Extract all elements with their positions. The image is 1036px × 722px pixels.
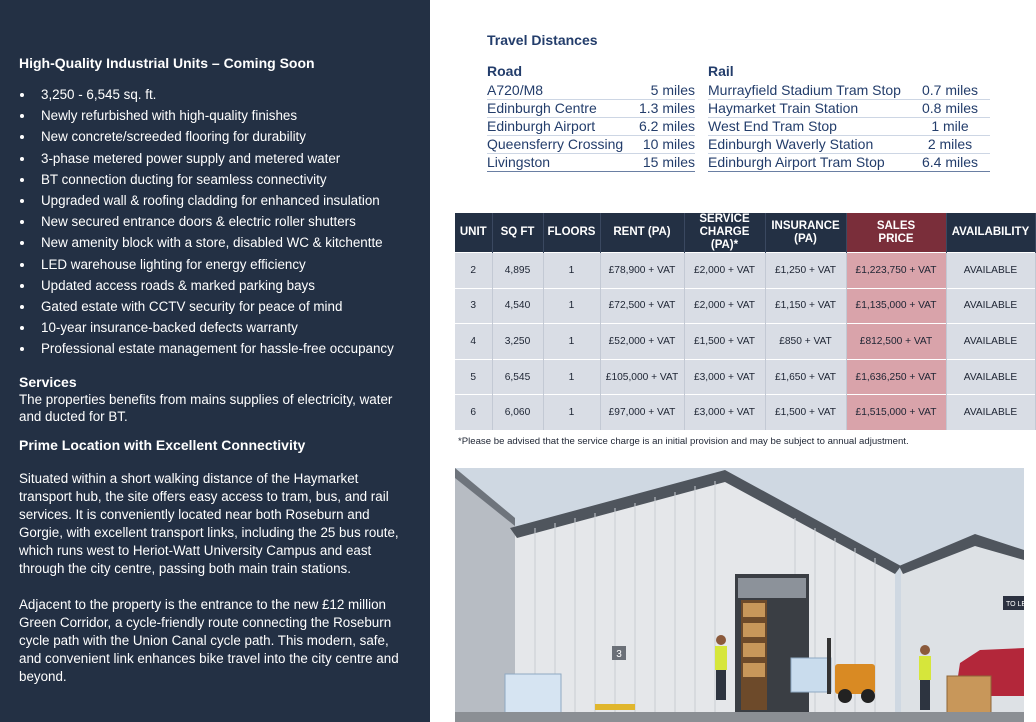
distance: 2 miles	[927, 136, 973, 152]
cell-service: £3,000 + VAT	[684, 359, 765, 395]
list-item: New amenity block with a store, disabled WC & kitchentte	[19, 232, 410, 253]
location-heading: Prime Location with Excellent Connectivity	[19, 436, 306, 453]
header-availability: AVAILABILITY	[946, 213, 1035, 253]
cell-floors: 1	[543, 395, 600, 431]
cell-sales: £1,515,000 + VAT	[846, 395, 946, 431]
list-item: Professional estate management for hassle-free occupancy	[19, 338, 410, 359]
forklift-mast	[827, 638, 831, 694]
travel-heading: Travel Distances	[487, 32, 598, 48]
cell-unit: 5	[455, 359, 492, 395]
cell-sales: £1,223,750 + VAT	[846, 253, 946, 289]
place: Haymarket Train Station	[708, 100, 859, 116]
cell-unit: 3	[455, 288, 492, 324]
cell-floors: 1	[543, 253, 600, 289]
list-item	[708, 118, 990, 136]
cell-rent: £78,900 + VAT	[600, 253, 684, 289]
features-list	[19, 84, 410, 360]
worker-legs	[716, 670, 726, 700]
cell-insurance: £1,650 + VAT	[765, 359, 846, 395]
cell-service: £1,500 + VAT	[684, 324, 765, 360]
worker-legs	[920, 680, 930, 710]
list-item	[487, 100, 695, 118]
cell-insurance: £1,500 + VAT	[765, 395, 846, 431]
list-item: 3,250 - 6,545 sq. ft.	[19, 84, 410, 105]
list-item: Upgraded wall & roofing cladding for enhanced insulation	[19, 190, 410, 211]
rail-heading: Rail	[708, 63, 734, 79]
box	[743, 623, 765, 637]
to-let-sign-text: TO LE	[1006, 601, 1027, 608]
worker-head	[716, 635, 726, 645]
table-row	[455, 395, 1035, 431]
place: Livingston	[487, 154, 551, 170]
cell-unit: 4	[455, 324, 492, 360]
distance: 1.3 miles	[638, 100, 695, 116]
header-line: INSURANCE	[771, 219, 840, 232]
cell-service: £2,000 + VAT	[684, 288, 765, 324]
services-text: The properties benefits from mains supplies of electricity, water and ducted for BT.	[19, 391, 393, 424]
units-table	[455, 213, 1036, 430]
cell-availability: AVAILABLE	[946, 359, 1035, 395]
header-insurance	[765, 213, 846, 253]
header-line: PRICE	[878, 232, 914, 245]
table-row	[455, 359, 1035, 395]
list-item: 10-year insurance-backed defects warranty	[19, 317, 410, 338]
list-item: BT connection ducting for seamless connectivity	[19, 169, 410, 190]
cell-rent: £97,000 + VAT	[600, 395, 684, 431]
place: Edinburgh Airport	[487, 118, 596, 134]
cell-availability: AVAILABLE	[946, 288, 1035, 324]
distance: 0.8 miles	[921, 100, 979, 116]
roller-shutter	[738, 578, 806, 598]
place: A720/M8	[487, 82, 544, 98]
header-service-charge	[684, 213, 765, 253]
list-item	[708, 100, 990, 118]
location-paragraph-2: Adjacent to the property is the entrance to the new £12 million Green Corridor, a cycle-friendly route connecting the Roseburn cycle path with the Union Canal cycle path. This modern, safe, and convenient link enhances bike travel into the city centre and beyond.	[19, 596, 399, 684]
ground	[455, 712, 1024, 722]
distance: 15 miles	[642, 154, 695, 170]
header-sqft: SQ FT	[492, 213, 543, 253]
header-line: CHARGE (PA)*	[699, 226, 750, 251]
list-item: LED warehouse lighting for energy efficiency	[19, 254, 410, 275]
cell-availability: AVAILABLE	[946, 395, 1035, 431]
worker	[919, 656, 931, 680]
location-paragraph-1: Situated within a short walking distance of the Haymarket transport hub, the site offers easy access to tram, bus, and rail services. It is conveniently located near both Roseburn and Gorgie, with excellent transport links, including the 25 bus route, which runs west to Heriot-Watt University Campus and east through the city centre, passing both main train stations.	[19, 470, 399, 576]
cell-service: £3,000 + VAT	[684, 395, 765, 431]
list-item	[708, 136, 990, 154]
travel-distances	[487, 32, 997, 170]
cell-rent: £52,000 + VAT	[600, 324, 684, 360]
cell-floors: 1	[543, 359, 600, 395]
features-heading: High-Quality Industrial Units – Coming Soon	[19, 55, 315, 71]
table-header-row	[455, 213, 1035, 253]
place: West End Tram Stop	[708, 118, 837, 134]
box	[743, 663, 765, 677]
left-panel	[0, 0, 430, 722]
distance: 10 miles	[642, 136, 695, 152]
list-item: New secured entrance doors & electric roller shutters	[19, 211, 410, 232]
list-item	[708, 154, 990, 172]
list-item	[487, 136, 695, 154]
table-row	[455, 288, 1035, 324]
cell-insurance: £1,150 + VAT	[765, 288, 846, 324]
cell-insurance: £850 + VAT	[765, 324, 846, 360]
cell-sales: £812,500 + VAT	[846, 324, 946, 360]
place: Edinburgh Waverly Station	[708, 136, 874, 152]
cell-sqft: 4,895	[492, 253, 543, 289]
header-floors: FLOORS	[543, 213, 600, 253]
box-pallet	[947, 676, 991, 716]
worker-head	[920, 645, 930, 655]
cell-sales: £1,636,250 + VAT	[846, 359, 946, 395]
distance: 5 miles	[650, 82, 695, 98]
services-heading: Services	[19, 373, 77, 390]
place: Queensferry Crossing	[487, 136, 624, 152]
cell-availability: AVAILABLE	[946, 253, 1035, 289]
rail-column	[708, 62, 990, 172]
units-table-wrapper	[455, 213, 1030, 430]
distance: 6.4 miles	[921, 154, 979, 170]
cell-sqft: 4,540	[492, 288, 543, 324]
header-rent: RENT (PA)	[600, 213, 684, 253]
box	[743, 603, 765, 617]
table-row	[455, 324, 1035, 360]
list-item: New concrete/screeded flooring for durability	[19, 126, 410, 147]
cell-sqft: 6,060	[492, 395, 543, 431]
table-row	[455, 253, 1035, 289]
pallet-truck	[595, 704, 635, 710]
place: Murrayfield Stadium Tram Stop	[708, 82, 901, 98]
cell-floors: 1	[543, 288, 600, 324]
place: Edinburgh Centre	[487, 100, 597, 116]
service-charge-note: *Please be advised that the service charge is an initial provision and may be subject to annual adjustment.	[458, 436, 909, 447]
cell-unit: 6	[455, 395, 492, 431]
cell-sales: £1,135,000 + VAT	[846, 288, 946, 324]
forklift-wheel	[838, 689, 852, 703]
forklift-wheel	[861, 689, 875, 703]
place: Edinburgh Airport Tram Stop	[708, 154, 885, 170]
list-item	[487, 154, 695, 172]
water-pallet	[791, 658, 831, 692]
box	[743, 643, 765, 657]
cell-unit: 2	[455, 253, 492, 289]
cell-rent: £105,000 + VAT	[600, 359, 684, 395]
list-item	[487, 82, 695, 100]
cell-sqft: 3,250	[492, 324, 543, 360]
list-item: Gated estate with CCTV security for peace of mind	[19, 296, 410, 317]
warehouse-image	[455, 468, 1027, 722]
list-item: Updated access roads & marked parking bays	[19, 275, 410, 296]
unit-number: 3	[616, 649, 622, 660]
cell-service: £2,000 + VAT	[684, 253, 765, 289]
cell-availability: AVAILABLE	[946, 324, 1035, 360]
list-item	[487, 118, 695, 136]
cell-insurance: £1,250 + VAT	[765, 253, 846, 289]
list-item: 3-phase metered power supply and metered water	[19, 148, 410, 169]
header-line: SERVICE	[699, 213, 750, 225]
road-column	[487, 62, 695, 172]
cell-sqft: 6,545	[492, 359, 543, 395]
cell-floors: 1	[543, 324, 600, 360]
distance: 0.7 miles	[921, 82, 979, 98]
distance: 1 mile	[931, 118, 969, 134]
worker	[715, 646, 727, 670]
warehouse-illustration	[455, 468, 1027, 722]
header-sales-price	[846, 213, 946, 253]
road-heading: Road	[487, 63, 522, 79]
header-unit: UNIT	[455, 213, 492, 253]
list-item: Newly refurbished with high-quality finishes	[19, 105, 410, 126]
distance: 6.2 miles	[638, 118, 695, 134]
list-item	[708, 82, 990, 100]
header-line: (PA)	[794, 232, 817, 245]
cell-rent: £72,500 + VAT	[600, 288, 684, 324]
header-line: SALES	[876, 219, 916, 232]
